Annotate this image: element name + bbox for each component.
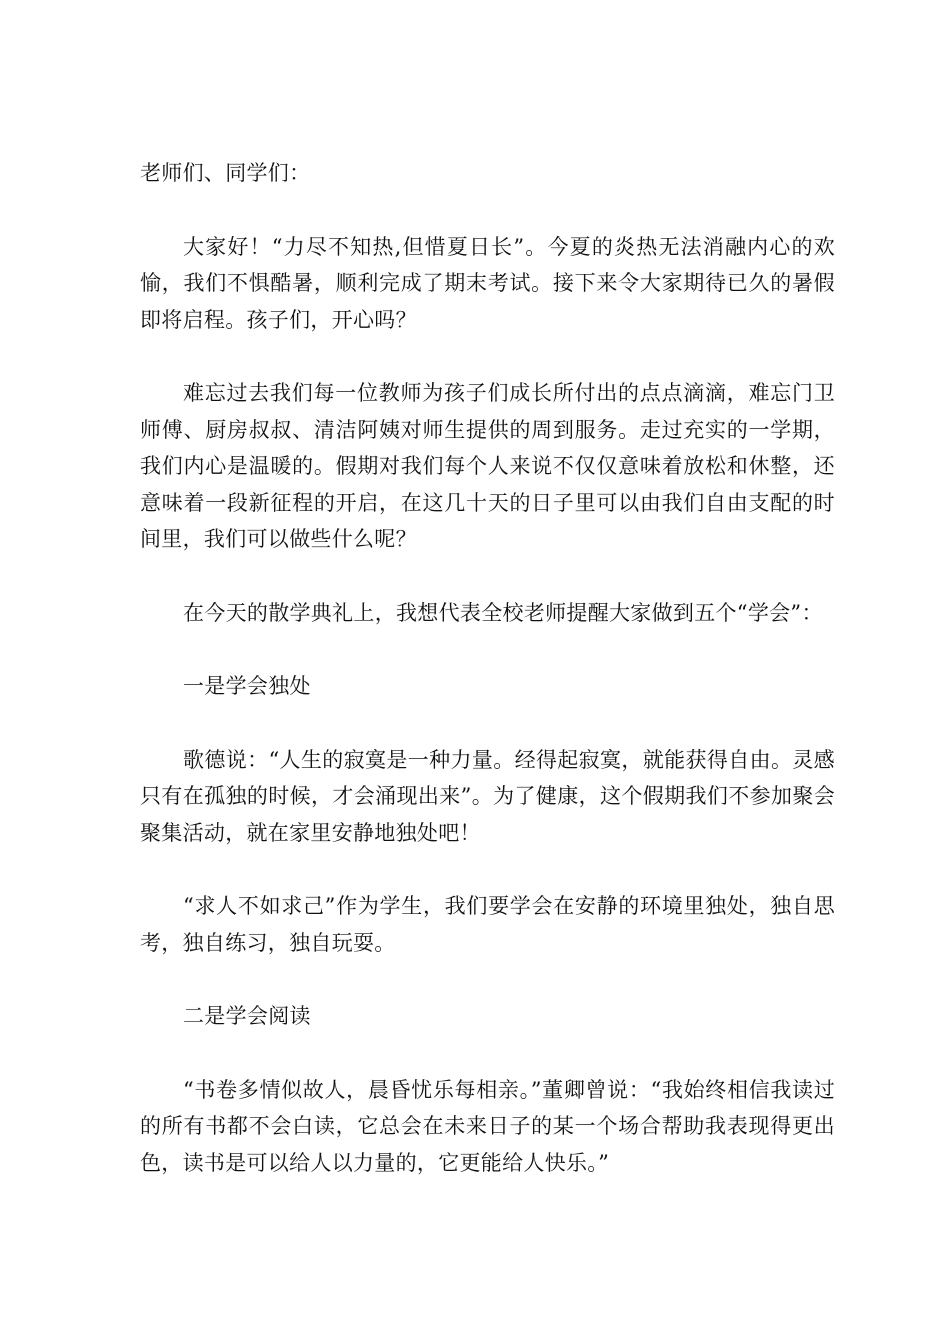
section-heading-reading: 二是学会阅读: [183, 1004, 311, 1028]
paragraph-gratitude: 难忘过去我们每一位教师为孩子们成长所付出的点点滴滴，难忘门卫师傅、厨房叔叔、清洁阿姨对师生提供的周到服务。走过充实的一学期，我们内心是温暖的。假期对我们每个人来说不仅仅意味着放松和休整，还意味着一段新征程的开启，在这几十天的日子里可以由我们自由支配的时间里，我们可以做些什么呢？: [140, 381, 835, 551]
salutation: 老师们、同学们：: [140, 161, 311, 185]
paragraph-five-learnings: 在今天的散学典礼上，我想代表全校老师提醒大家做到五个“学会”：: [183, 600, 823, 625]
document-body: [140, 155, 835, 1218]
paragraph-reading-quote: “书卷多情似故人，晨昏忧乐每相亲。”董卿曾说：“我始终相信我读过的所有书都不会白读，它总会在未来日子的某一个场合帮助我表现得更出色，读书是可以给人以力量的，它更能给人快乐。”: [140, 1077, 835, 1175]
paragraph-greeting: 大家好！“力尽不知热,但惜夏日长”。今夏的炎热无法消融内心的欢愉，我们不惧酷暑，顺利完成了期末考试。接下来令大家期待已久的暑假即将启程。孩子们，开心吗？: [140, 234, 835, 332]
paragraph-self-reliance: “求人不如求己”作为学生，我们要学会在安静的环境里独处，独自思考，独自练习，独自玩耍。: [140, 894, 835, 955]
paragraph-goethe-quote: 歌德说：“人生的寂寞是一种力量。经得起寂寞，就能获得自由。灵感只有在孤独的时候，才会涌现出来”。为了健康，这个假期我们不参加聚会聚集活动，就在家里安静地独处吧！: [140, 747, 835, 845]
section-heading-solitude: 一是学会独处: [183, 674, 311, 698]
